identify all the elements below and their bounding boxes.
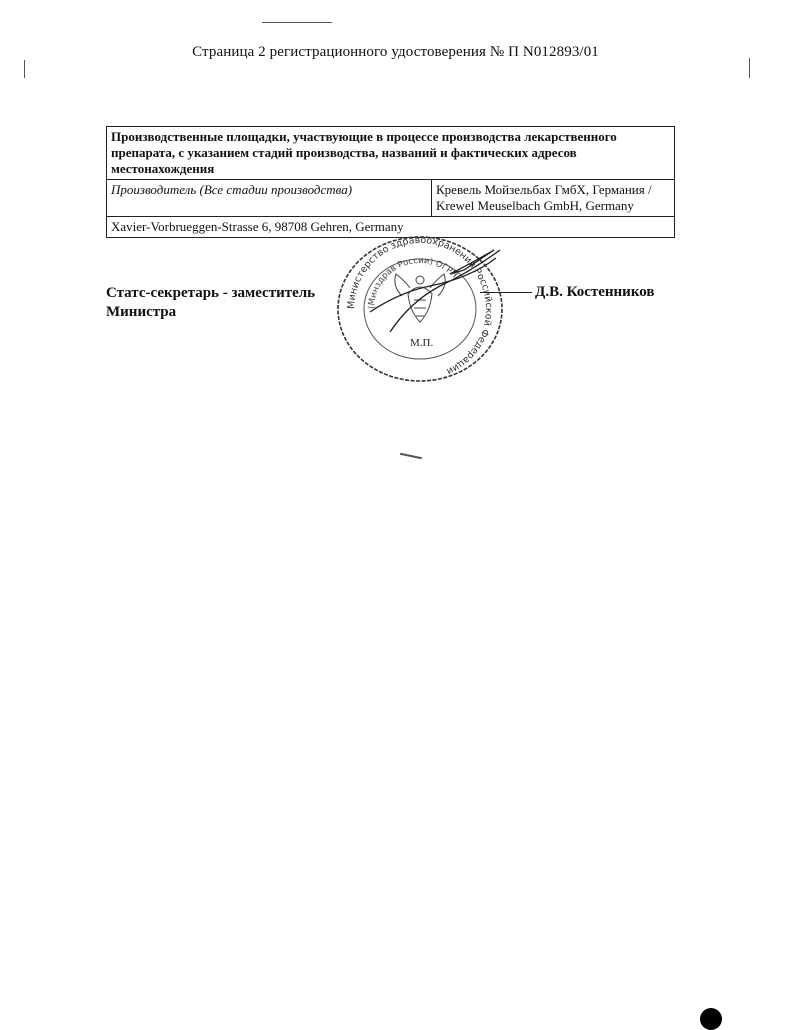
official-seal (330, 234, 510, 384)
manufacturer-name-cell (432, 180, 675, 217)
table-row (107, 180, 675, 217)
double-headed-eagle-icon (395, 274, 445, 322)
page-header: Страница 2 регистрационного удостоверения № П N012893/01 (192, 44, 599, 60)
signatory-position-line1: Статс-секретарь - заместитель (106, 285, 316, 301)
table-header-row (107, 127, 675, 180)
scan-mark-left (24, 60, 25, 78)
signatory-position (106, 284, 315, 322)
scan-mark-right (749, 58, 750, 78)
seal-outer-text: Министерство здравоохранения Росс йской Федерации (345, 234, 495, 377)
signature-line (480, 292, 532, 293)
seal-mark-mp: М.П. (410, 337, 434, 349)
production-stage-cell: Производитель (Все стадии производства) (107, 180, 432, 217)
manufacturer-address-cell: Xavier-Vorbrueggen-Strasse 6, 98708 Gehren, Germany (107, 217, 675, 238)
scan-blob-corner (700, 1008, 722, 1030)
seal-inner-text: (Минздрав России) ОГРН (366, 255, 460, 310)
manufacturer-name-ru: Кревель Мойзельбах ГмбХ, Германия / (436, 182, 652, 197)
table-heading: Производственные площадки, участвующие в процессе производства лекарственного препарата, с указанием стадий производства, названий и фактических адресов местонахождения (107, 127, 675, 180)
production-sites-table (106, 126, 675, 238)
manufacturer-name-en: Krewel Meuselbach GmbH, Germany (436, 198, 634, 213)
signatory-name: Д.В. Костенников (535, 284, 655, 300)
signatory-position-line2: Министра (106, 304, 177, 320)
scan-mark-mid (400, 453, 422, 460)
scan-mark-top (262, 22, 332, 23)
